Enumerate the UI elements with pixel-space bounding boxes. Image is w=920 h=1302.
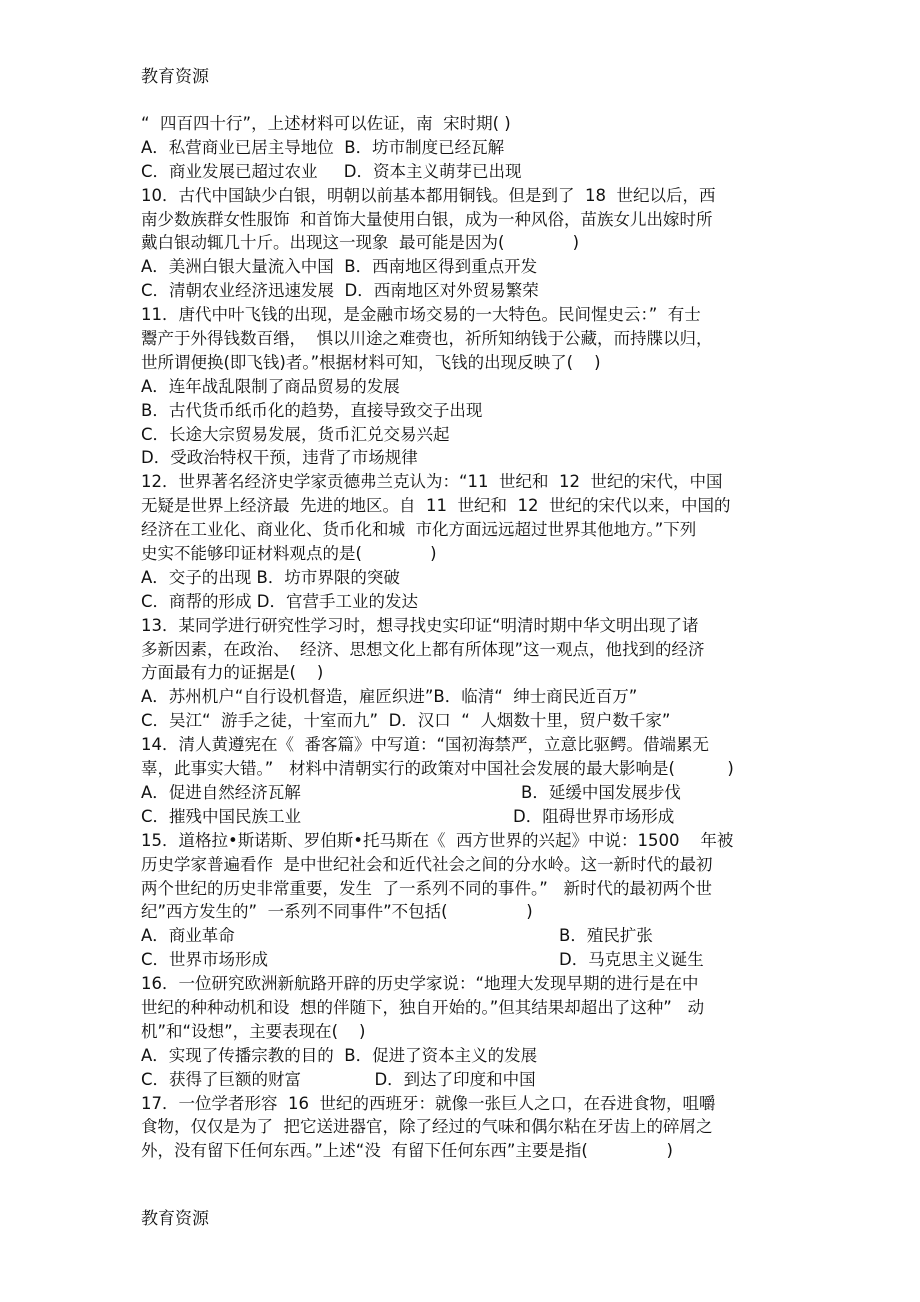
option-c: C．世界市场形成 xyxy=(141,950,269,970)
text-line: 南少数族群女性服饰 和首饰大量使用白银，成为一种风俗，苗族女儿出嫁时所 xyxy=(141,209,713,229)
option-line: A．连年战乱限制了商品贸易的发展 xyxy=(141,376,400,396)
option-line: A．美洲白银大量流入中国 B．西南地区得到重点开发 xyxy=(141,257,538,277)
text-line: “ 四百四十行”，上述材料可以佐证，南 宋时期( ) xyxy=(141,114,511,133)
question-10: 10．古代中国缺少白银，明朝以前基本都用铜钱。但是到了 18 世纪以后，西 xyxy=(141,185,716,205)
option-line: A．私营商业已居主导地位 B．坊市制度已经瓦解 xyxy=(141,137,505,157)
option-line: C．商帮的形成 D．官营手工业的发达 xyxy=(141,591,418,611)
text-line: 方面最有力的证据是( ) xyxy=(141,663,324,683)
question-body xyxy=(141,112,791,1163)
text-line: 纪”西方发生的” 一系列不同事件”不包括( ) xyxy=(141,902,533,922)
text-line: 世所谓便换(即飞钱)者。”根据材料可知，飞钱的出现反映了( ) xyxy=(141,352,601,372)
option-line: C．长途大宗贸易发展，货币汇兑交易兴起 xyxy=(141,424,450,444)
text-line: 食物，仅仅是为了 把它送进器官，除了经过的气味和偶尔粘在牙齿上的碎屑之 xyxy=(141,1117,713,1137)
question-14: 14．清人黄遵宪在《 番客篇》中写道：“国初海禁严，立意比驱鳄。借端累无 xyxy=(141,735,710,755)
page-header: 教育资源 xyxy=(141,67,209,87)
text-line: 无疑是世界上经济最 先进的地区。自 11 世纪和 12 世纪的宋代以来，中国的 xyxy=(141,496,731,516)
text-line: 外，没有留下任何东西。”上述“没 有留下任何东西”主要是指( ) xyxy=(141,1141,673,1161)
option-line: C．清朝农业经济迅速发展 D．西南地区对外贸易繁荣 xyxy=(141,281,539,301)
option-c: C．摧残中国民族工业 xyxy=(141,806,302,826)
question-17: 17．一位学者形容 16 世纪的西班牙：就像一张巨人之口，在吞进食物，咀嚼 xyxy=(141,1093,716,1113)
text-line: 机”和“设想”，主要表现在( ) xyxy=(141,1021,366,1041)
option-line: A．实现了传播宗教的目的 B．促进了资本主义的发展 xyxy=(141,1045,538,1065)
option-line: D．受政治特权干预，违背了市场规律 xyxy=(141,448,418,468)
option-b: B．延缓中国发展步伐 xyxy=(521,782,681,802)
option-row xyxy=(141,948,791,972)
text-line: 两个世纪的历史非常重要，发生 了一系列不同的事件。” 新时代的最初两个世 xyxy=(141,878,713,898)
option-line: C．商业发展已超过农业 D．资本主义萌芽已出现 xyxy=(141,161,522,181)
text-line: 戴白银动辄几十斤。出现这一现象 最可能是因为( ) xyxy=(141,233,580,253)
option-row xyxy=(141,805,791,829)
option-row xyxy=(141,781,791,805)
text-line: 鬻产于外得钱数百缗， 惧以川途之难赍也，祈所知纳钱于公藏，而持牒以归， xyxy=(141,329,713,349)
text-line: 史实不能够印证材料观点的是( ) xyxy=(141,544,437,564)
question-16: 16．一位研究欧洲新航路开辟的历史学家说：“地理大发现早期的进行是在中 xyxy=(141,974,699,994)
option-row xyxy=(141,924,791,948)
text-line: 世纪的种种动机和设 想的伴随下，独自开始的。”但其结果却超出了这种” 动 xyxy=(141,997,705,1017)
option-d: D．马克思主义诞生 xyxy=(559,950,704,970)
text-line: 多新因素，在政治、 经济、思想文化上都有所体现”这一观点，他找到的经济 xyxy=(141,639,705,659)
option-line: A．苏州机户“自行设机督造，雇匠织进”B．临清“ 绅士商民近百万” xyxy=(141,687,638,707)
option-line: A．交子的出现 B．坊市界限的突破 xyxy=(141,567,400,587)
option-line: C．吴江“ 游手之徒，十室而九” D．汉口 “ 人烟数十里，贸户数千家” xyxy=(141,711,671,731)
text-line: 历史学家普遍看作 是中世纪社会和近代社会之间的分水岭。这一新时代的最初 xyxy=(141,854,713,874)
option-line: B．古代货币纸币化的趋势，直接导致交子出现 xyxy=(141,400,483,420)
question-13: 13．某同学进行研究性学习时，想寻找史实印证“明清时期中华文明出现了诸 xyxy=(141,615,699,635)
option-d: D．阻碍世界市场形成 xyxy=(513,806,675,826)
option-a: A．商业革命 xyxy=(141,926,235,946)
option-b: B．殖民扩张 xyxy=(559,926,653,946)
text-line: 辜，此事实大错。” 材料中清朝实行的政策对中国社会发展的最大影响是( ) xyxy=(141,759,734,779)
text-line: 经济在工业化、商业化、货币化和城 市化方面远远超过世界其他地方。”下列 xyxy=(141,520,697,540)
option-a: A．促进自然经济瓦解 xyxy=(141,782,301,802)
question-15: 15．道格拉•斯诺斯、罗伯斯•托马斯在《 西方世界的兴起》中说：1500 年被 xyxy=(141,830,734,850)
question-11: 11．唐代中叶飞钱的出现，是金融市场交易的一大特色。民间惺史云：” 有士 xyxy=(141,305,701,325)
question-12: 12．世界著名经济史学家贡德弗兰克认为：“11 世纪和 12 世纪的宋代，中国 xyxy=(141,472,723,492)
option-line: C．获得了巨额的财富 D．到达了印度和中国 xyxy=(141,1069,536,1089)
page-footer: 教育资源 xyxy=(141,1209,209,1229)
